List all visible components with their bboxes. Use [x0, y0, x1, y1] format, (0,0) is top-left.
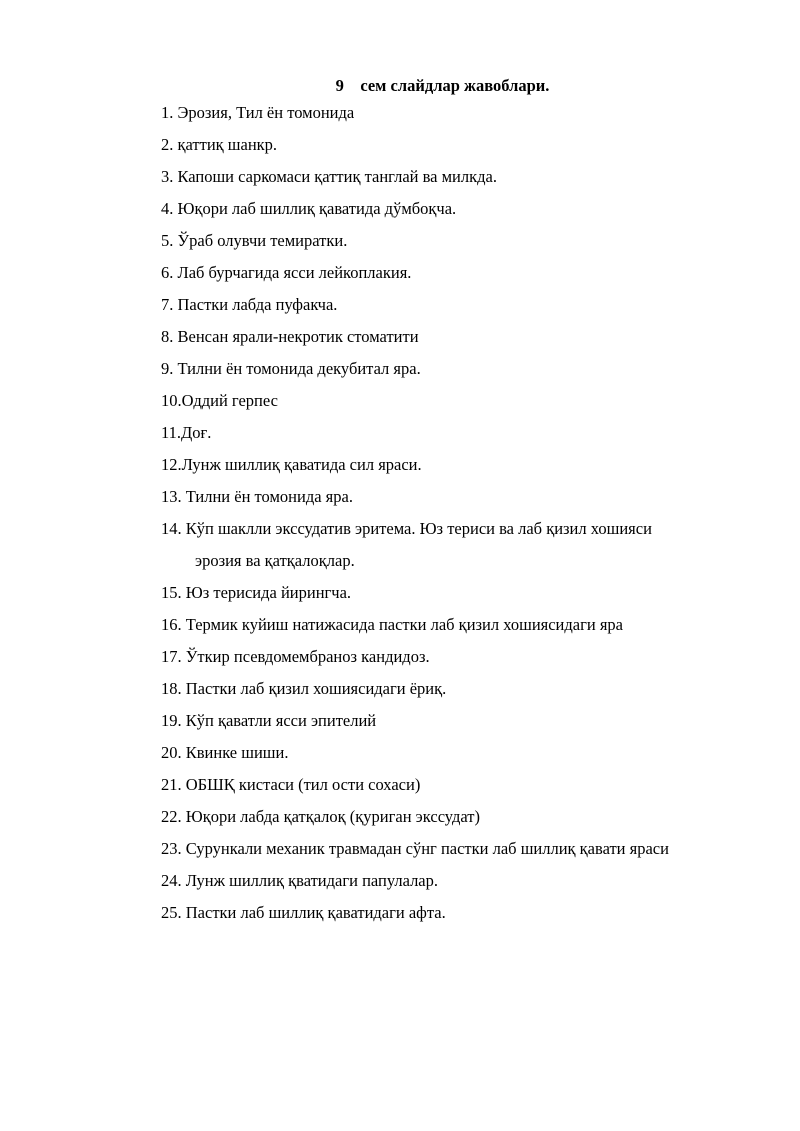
list-item: [161, 675, 781, 707]
list-item-text: 25. Пастки лаб шиллиқ қаватидаги афта.: [161, 903, 446, 922]
list-item-text: 19. Кўп қаватли ясси эпителий: [161, 711, 377, 730]
list-item: [161, 899, 781, 931]
list-item: [161, 195, 781, 227]
list-item-text: 11.Доғ.: [161, 423, 212, 442]
list-item: [161, 291, 781, 323]
list-item-text: 8. Венсан ярали-некротик стоматити: [161, 327, 419, 346]
list-item-text: 18. Пастки лаб қизил хошиясидаги ёриқ.: [161, 679, 447, 698]
list-item-text: 10.Оддий герпес: [161, 391, 278, 410]
list-item-text: 16. Термик куйиш натижасида пастки лаб қизил хошиясидаги яра: [161, 615, 623, 634]
list-item: [161, 451, 781, 483]
list-item-text: 9. Тилни ён томонида декубитал яра.: [161, 359, 421, 378]
list-item-text: 13. Тилни ён томонида яра.: [161, 487, 353, 506]
answer-list: [161, 99, 781, 931]
list-item: [161, 99, 781, 131]
list-item: [161, 803, 781, 835]
list-item-text: 12.Лунж шиллиқ қаватида сил яраси.: [161, 455, 422, 474]
list-item: [161, 131, 781, 163]
list-item-text: 23. Сурункали механик травмадан сўнг пастки лаб шиллиқ қавати яраси: [161, 839, 669, 858]
list-item: [161, 771, 781, 803]
list-item: [161, 579, 781, 611]
list-item: [161, 227, 781, 259]
list-item: [161, 867, 781, 899]
list-item: [161, 323, 781, 355]
list-item-text: 1. Эрозия, Тил ён томонида: [161, 103, 355, 122]
list-item: [161, 835, 781, 867]
document-title: 9 сем слайдлар жавоблари.: [335, 76, 550, 95]
list-item: [161, 707, 781, 739]
list-item-text: 2. қаттиқ шанкр.: [161, 135, 278, 154]
list-item-text: 5. Ўраб олувчи темиратки.: [161, 231, 348, 250]
list-item-text: 24. Лунж шиллиқ қватидаги папулалар.: [161, 871, 439, 890]
list-item-text: 22. Юқори лабда қатқалоқ (қуриган экссудат): [161, 807, 481, 826]
list-item-text: 3. Капоши саркомаси қаттиқ танглай ва милкда.: [161, 167, 497, 186]
list-item-text: 7. Пастки лабда пуфакча.: [161, 295, 338, 314]
list-item-text: 6. Лаб бурчагида ясси лейкоплакия.: [161, 263, 412, 282]
list-item: [161, 515, 781, 579]
list-item: [161, 259, 781, 291]
list-item-text: 21. ОБШҚ кистаси (тил ости сохаси): [161, 775, 421, 794]
list-item: [161, 419, 781, 451]
list-item-text: 20. Квинке шиши.: [161, 743, 289, 762]
list-item-continuation: эрозия ва қатқалоқлар.: [195, 551, 355, 570]
list-item-text: 17. Ўткир псевдомембраноз кандидоз.: [161, 647, 430, 666]
list-item-text: 14. Кўп шаклли экссудатив эритема. Юз териси ва лаб қизил хошияси: [161, 519, 652, 538]
list-item: [161, 643, 781, 675]
list-item: [161, 355, 781, 387]
list-item: [161, 611, 781, 643]
list-item-text: 15. Юз терисида йирингча.: [161, 583, 352, 602]
list-item: [161, 163, 781, 195]
list-item-text: 4. Юқори лаб шиллиқ қаватида дўмбоқча.: [161, 199, 457, 218]
list-item: [161, 387, 781, 419]
list-item: [161, 483, 781, 515]
list-item: [161, 739, 781, 771]
